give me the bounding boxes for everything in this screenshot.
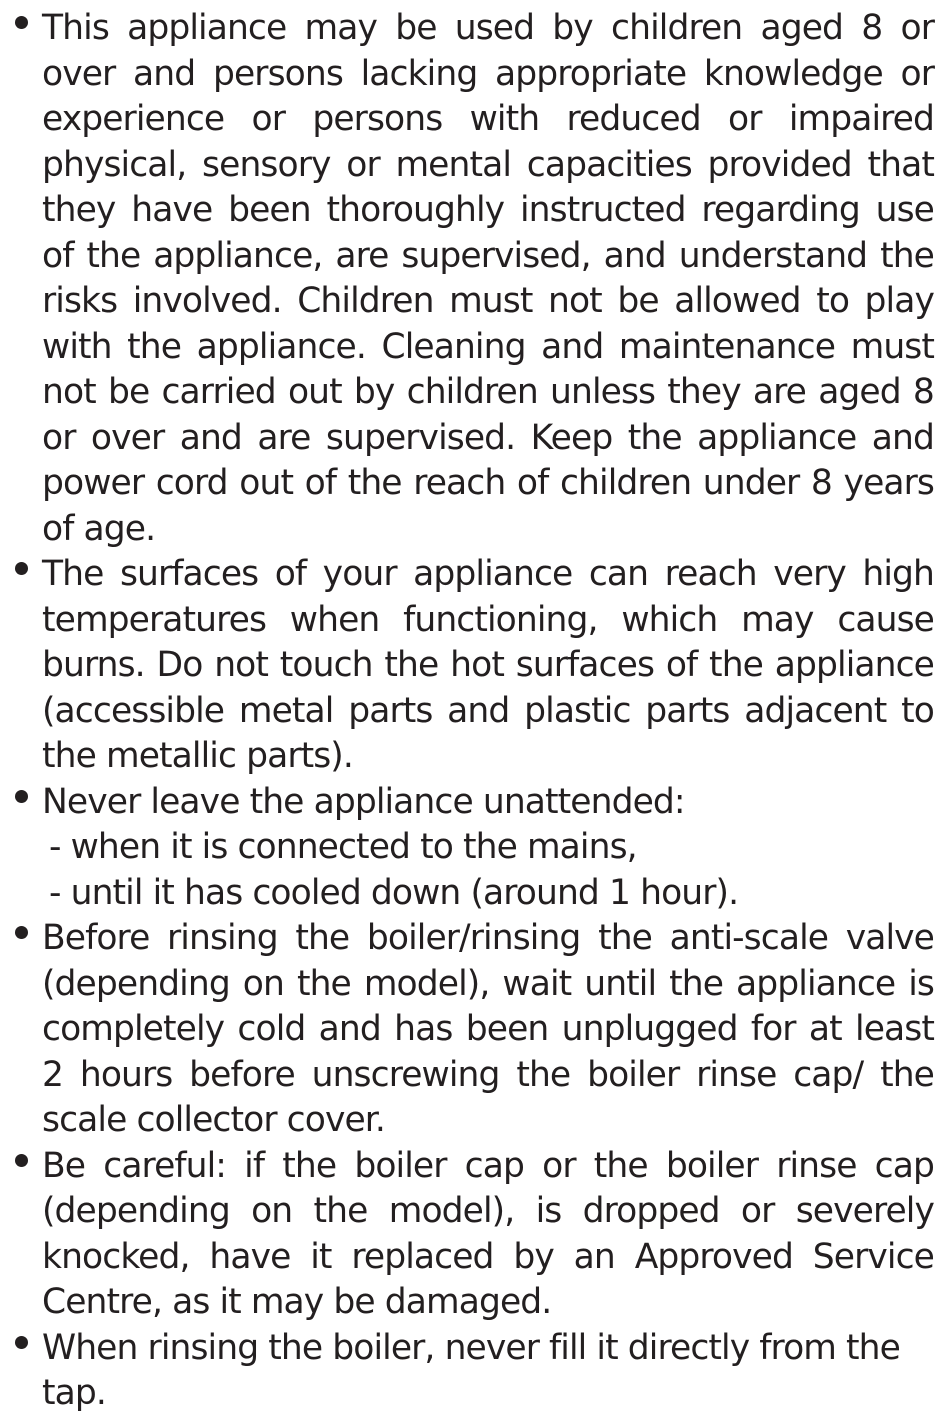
sub-item: - when it is connected to the mains, (49, 827, 637, 867)
list-item (0, 6, 934, 552)
list-item-text: When rinsing the boiler, never fill it directly from the tap. (42, 1327, 900, 1413)
bullet-icon (15, 790, 28, 803)
bullet-icon (15, 1154, 28, 1167)
list-item-text: This appliance may be used by children aged 8 or over and persons lacking appropriate knowledge or experience or persons with reduced or impaired physical, sensory or mental capacities provided that they have been thoroughly instructed regarding use of the appliance, are supervised, and understand the risks involved. Children must not be allowed to play with the appliance. Cleaning and maintenance must not be carried out by children unless they are aged 8 or over and are supervised. Keep the appliance and power cord out of the reach of children under 8 years of age. (42, 8, 934, 549)
list-item (0, 1144, 934, 1326)
bullet-icon (15, 562, 28, 575)
list-item-text: Never leave the appliance unattended: (42, 781, 685, 822)
list-item-text: Be careful: if the boiler cap or the boiler rinse cap (depending on the model), is dropped or severely knocked, have it replaced by an Approved Service Centre, as it may be damaged. (42, 1145, 934, 1322)
list-item (0, 780, 934, 917)
list-item (0, 916, 934, 1144)
bullet-icon (15, 16, 28, 29)
bullet-icon (15, 926, 28, 939)
list-item-text: Before rinsing the boiler/rinsing the anti-scale valve (depending on the model), wait until the appliance is completely cold and has been unplugged for at least 2 hours before unscrewing the boiler rinse cap/ the scale collector cover. (42, 918, 934, 1140)
list-item (0, 1326, 934, 1417)
list-item (0, 552, 934, 780)
sub-item: - until it has cooled down (around 1 hour). (49, 872, 739, 913)
list-item-text: The surfaces of your appliance can reach very high temperatures when functioning, which may cause burns. Do not touch the hot surfaces of the appliance (accessible metal parts and plastic parts adjacent to the metallic parts). (42, 554, 934, 776)
safety-instructions-list (0, 6, 934, 1417)
bullet-icon (15, 1336, 28, 1349)
